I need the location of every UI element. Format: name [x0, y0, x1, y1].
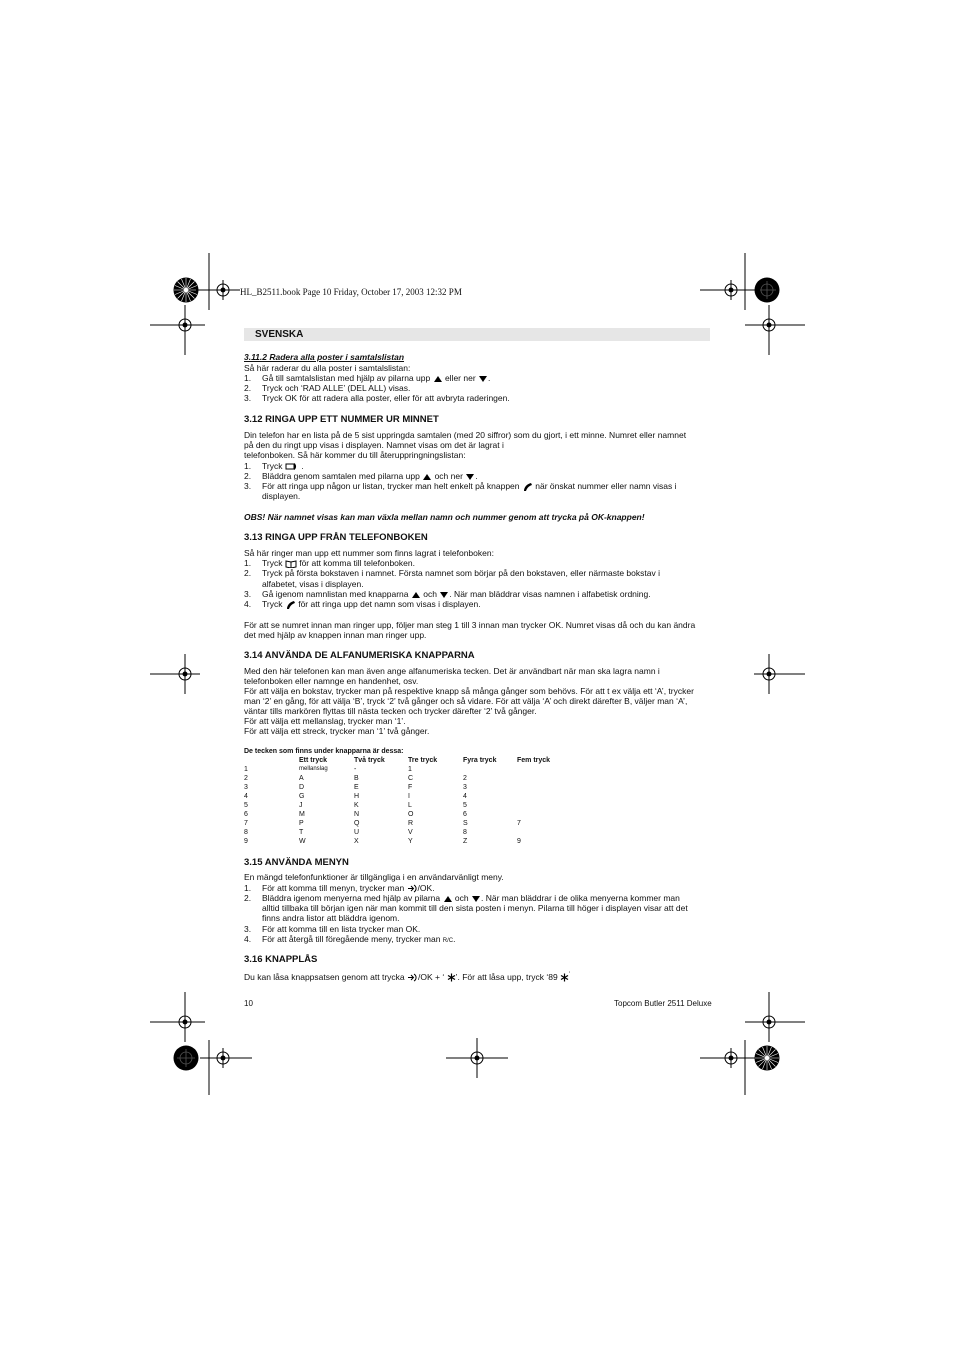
table-cell: 8: [463, 829, 467, 836]
paragraph: telefonboken eller namnge en handenhet, osv.: [244, 676, 419, 686]
arrow-up-icon: [433, 375, 443, 383]
paragraph: Med den här telefonen kan man även ange alfanumeriska tecken. Det är användbart när man ska lagra namn i: [244, 666, 660, 676]
section-313-intro: Så här ringer man upp ett nummer som finns lagrat i telefonboken:: [244, 548, 494, 558]
list-item: 2. Bläddra genom samtalen med pilarna upp och ner .: [244, 471, 478, 481]
list-item: 1. Tryck .: [244, 461, 304, 471]
table-cell: 1: [244, 766, 248, 773]
paragraph: Du kan låsa knappsatsen genom att trycka /OK + ‘ ’. För att låsa upp, tryck ‘89 ’: [244, 971, 571, 982]
table-cell: 8: [244, 829, 248, 836]
arrow-down-icon: [471, 895, 481, 903]
table-cell: X: [354, 838, 359, 845]
table-cell: 7: [517, 820, 521, 827]
language-label: SVENSKA: [255, 329, 304, 340]
table-cell: 6: [244, 811, 248, 818]
print-header: HL_B2511.book Page 10 Friday, October 17, 2003 12:32 PM: [240, 287, 462, 297]
table-cell: D: [299, 784, 305, 791]
star-key-icon: [560, 973, 569, 982]
table-cell: 4: [244, 793, 248, 800]
table-cell: -: [354, 766, 357, 773]
list-item-continuation: alltid tillbaka till början igen när man kommit till den sista posten i menyn. Pilarna till höger i displayen visar att det: [262, 903, 688, 913]
table-cell: W: [299, 838, 306, 845]
list-item-continuation: alfabetet, visas i displayen.: [262, 579, 364, 589]
arrow-up-icon: [443, 895, 453, 903]
table-cell: P: [299, 820, 304, 827]
menu-key-icon: [407, 884, 418, 893]
table-cell: mellanslag: [299, 766, 328, 772]
section-312-title: 3.12 RINGA UPP ETT NUMMER UR MINNET: [244, 414, 439, 425]
table-cell: R: [408, 820, 414, 827]
section-315-title: 3.15 ANVÄNDA MENYN: [244, 857, 349, 868]
table-cell: N: [354, 811, 360, 818]
table-cell: 1: [408, 766, 412, 773]
table-header: Två tryck: [354, 757, 385, 764]
table-cell: O: [408, 811, 414, 818]
table-cell: 4: [463, 793, 467, 800]
list-item-continuation: displayen.: [262, 491, 301, 501]
arrow-up-icon: [422, 473, 432, 481]
phone-icon: [285, 600, 296, 610]
list-item: 4. För att återgå till föregående meny, trycker man R/C.: [244, 934, 456, 944]
table-cell: S: [463, 820, 468, 827]
list-item: 2. Bläddra igenom menyerna med hjälp av pilarna och . När man bläddrar i de olika menyerna kommer man: [244, 893, 680, 903]
list-item: 3. För att ringa upp någon ur listan, trycker man helt enkelt på knappen när önskat nummer eller namn visas i: [244, 481, 677, 491]
arrow-up-icon: [411, 591, 421, 599]
table-cell: C: [408, 775, 414, 782]
table-cell: F: [408, 784, 413, 791]
list-item: 1. För att komma till menyn, trycker man /OK.: [244, 883, 435, 893]
table-cell: 6: [463, 811, 467, 818]
paragraph: på den du ringt upp visas i displayen. Namnet visas om det är lagrat i: [244, 440, 504, 450]
paragraph: Din telefon har en lista på de 5 sist uppringda samtalen (med 20 siffror) som du gjort, i ett minne. Numret eller namnet: [244, 430, 687, 440]
arrow-down-icon: [478, 375, 488, 383]
table-cell: B: [354, 775, 359, 782]
paragraph: telefonboken. Så här kommer du till återuppringningslistan:: [244, 450, 466, 460]
paragraph: väntar tills markören flyttas till nästa tecken och trycker därefter ‘2’ två gånger.: [244, 706, 537, 716]
table-cell: K: [354, 802, 359, 809]
table-cell: A: [299, 775, 304, 782]
section-315-intro: En mängd telefonfunktioner är tillgängliga i en användarvänligt meny.: [244, 872, 504, 882]
table-cell: 5: [244, 802, 248, 809]
table-cell: V: [408, 829, 413, 836]
table-cell: 5: [463, 802, 467, 809]
table-cell: 9: [244, 838, 248, 845]
table-cell: J: [299, 802, 303, 809]
phonebook-icon: [285, 559, 297, 568]
table-cell: 9: [517, 838, 521, 845]
table-cell: Y: [408, 838, 413, 845]
table-cell: U: [354, 829, 360, 836]
table-cell: 3: [244, 784, 248, 791]
table-cell: 2: [463, 775, 467, 782]
list-item: 3. För att komma till en lista trycker man OK.: [244, 924, 421, 934]
page-number: 10: [244, 999, 253, 1008]
table-header: Ett tryck: [299, 757, 328, 764]
paragraph: För att välja ett streck, trycker man ‘1’ två gånger.: [244, 726, 430, 736]
phone-icon: [522, 482, 533, 492]
table-header: Fem tryck: [517, 757, 551, 764]
note: OBS! När namnet visas kan man växla mellan namn och nummer genom att trycka på OK-knappen!: [244, 512, 645, 522]
list-item: 2. Tryck och ‘RAD ALLE’ (DEL ALL) visas.: [244, 383, 411, 393]
section-314-title: 3.14 ANVÄNDA DE ALFANUMERISKA KNAPPARNA: [244, 650, 475, 661]
paragraph: det med hjälp av knappen innan man ringer upp.: [244, 630, 427, 640]
table-cell: T: [299, 829, 304, 836]
paragraph: För att välja ett mellanslag, trycker man ‘1’.: [244, 716, 406, 726]
list-item-continuation: finns andra listor att bläddra igenom.: [262, 913, 400, 923]
paragraph: För att se numret innan man ringer upp, följer man steg 1 till 3 innan man trycker OK. Numret visas då och du kan ändra: [244, 620, 696, 630]
list-item: 4. Tryck för att ringa upp det namn som visas i displayen.: [244, 599, 481, 609]
list-item: 2. Tryck på första bokstaven i namnet. Första namnet som börjar på den bokstaven, eller närmaste bokstav i: [244, 568, 660, 578]
table-caption: De tecken som finns under knapparna är dessa:: [244, 748, 404, 755]
list-item: 1. Gå till samtalslistan med hjälp av pilarna upp eller ner .: [244, 373, 491, 383]
section-313-title: 3.13 RINGA UPP FRÅN TELEFONBOKEN: [244, 532, 428, 543]
table-cell: Q: [354, 820, 360, 827]
table-cell: I: [408, 793, 410, 800]
language-bar: [244, 328, 710, 341]
table-cell: Z: [463, 838, 468, 845]
list-item: 1. Tryck för att komma till telefonboken.: [244, 558, 415, 568]
arrow-down-icon: [465, 473, 475, 481]
table-cell: G: [299, 793, 305, 800]
list-item: 3. Tryck OK för att radera alla poster, eller för att avbryta raderingen.: [244, 393, 510, 403]
paragraph: man ‘2’ en gång, för att välja ‘B’, tryck ‘2’ två gånger och så vidare. För att välja ‘A’ och direkt därefter B, väljer man ‘A’,: [244, 696, 688, 706]
section-3112-title: 3.11.2 Radera alla poster i samtalslistan: [244, 352, 405, 362]
redial-icon: [285, 462, 299, 471]
table-cell: 3: [463, 784, 467, 791]
table-cell: 2: [244, 775, 248, 782]
paragraph: För att välja en bokstav, trycker man på respektive knapp så många gånger som behövs. För att t ex välja ett ‘A’, trycker: [244, 686, 694, 696]
arrow-down-icon: [439, 591, 449, 599]
star-key-icon: [447, 973, 456, 982]
list-item: 3. Gå igenom namnlistan med knapparna och . När man bläddrar visas namnen i alfabetisk ordning.: [244, 589, 651, 599]
table-cell: E: [354, 784, 359, 791]
menu-key-icon: [407, 973, 418, 982]
table-header: Fyra tryck: [463, 757, 497, 764]
section-316-title: 3.16 KNAPPLÅS: [244, 954, 318, 965]
section-3112-intro: Så här raderar du alla poster i samtalslistan:: [244, 363, 411, 373]
table-cell: L: [408, 802, 412, 809]
table-cell: H: [354, 793, 360, 800]
table-cell: M: [299, 811, 305, 818]
product-name: Topcom Butler 2511 Deluxe: [614, 999, 712, 1008]
table-header: Tre tryck: [408, 757, 438, 764]
rc-key-label: R/C: [442, 938, 454, 944]
table-cell: 7: [244, 820, 248, 827]
